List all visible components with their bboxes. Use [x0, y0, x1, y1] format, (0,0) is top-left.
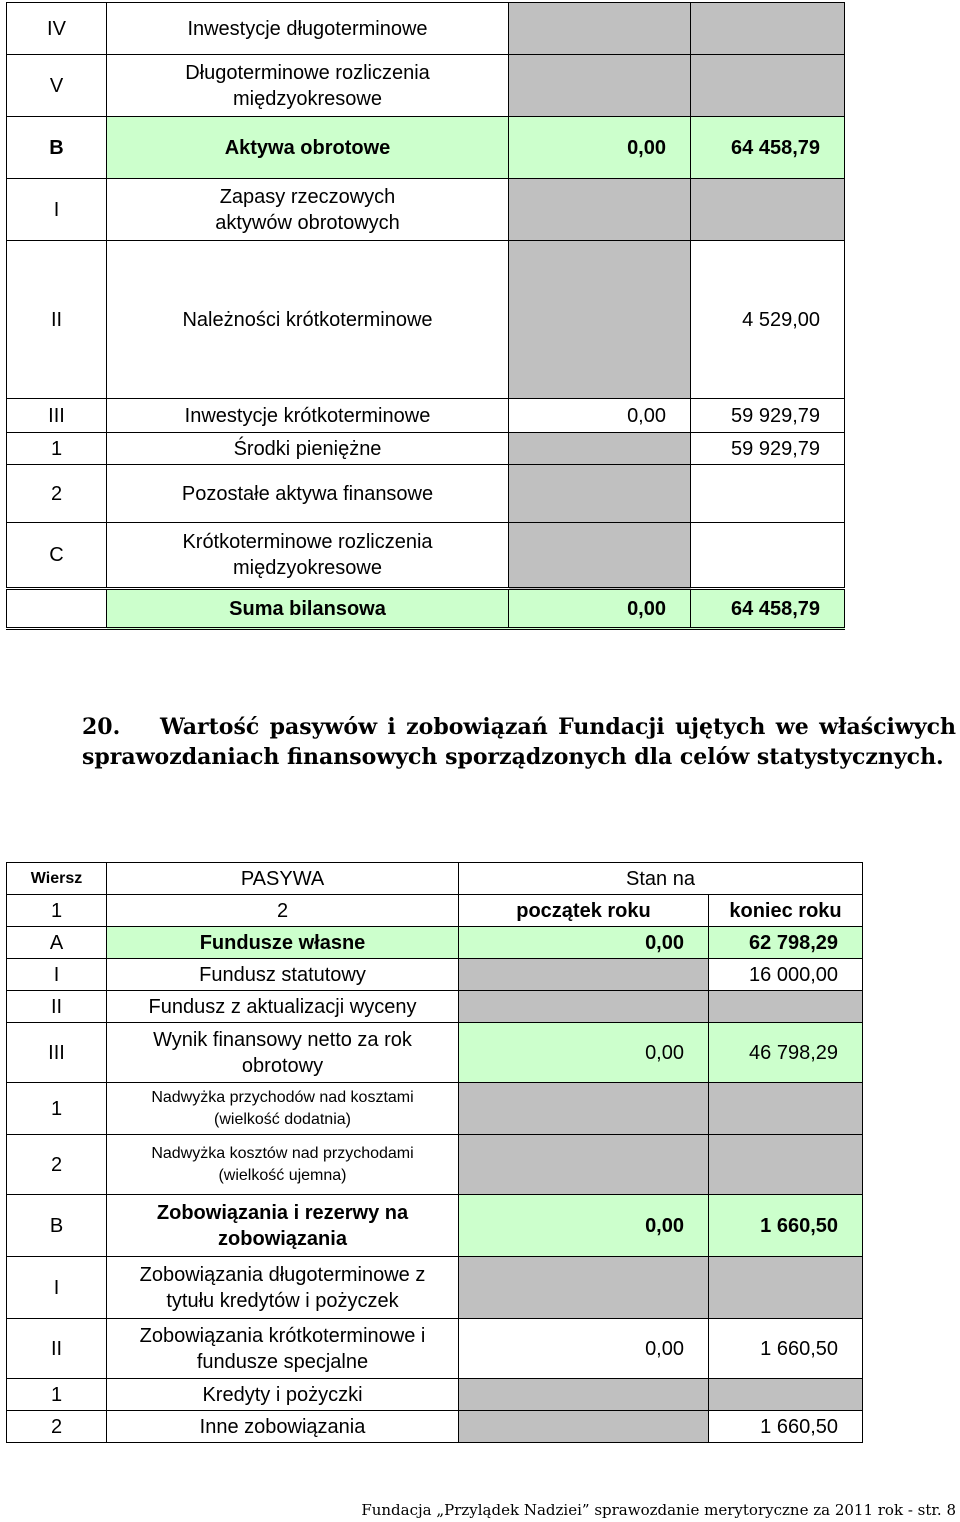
row-label: Nadwyżka kosztów nad przychodami (wielkość ujemna) [107, 1135, 459, 1195]
table-row [7, 241, 845, 399]
start-value-cell [509, 523, 691, 589]
end-value-cell [709, 1135, 863, 1195]
end-value-cell [709, 1257, 863, 1319]
page-footer: Fundacja „Przylądek Nadziei” sprawozdanie merytoryczne za 2011 rok - str. 8 [361, 1501, 956, 1519]
start-value-cell [459, 1411, 709, 1443]
subheader-c1: 1 [7, 895, 107, 927]
liabilities-table [6, 862, 863, 1443]
row-label: Długoterminowe rozliczenia międzyokresowe [107, 55, 509, 117]
row-number: B [7, 1195, 107, 1257]
row-number: 2 [7, 465, 107, 523]
end-value-cell: 46 798,29 [709, 1023, 863, 1083]
start-value-cell: 0,00 [459, 927, 709, 959]
row-label: Zobowiązania i rezerwy na zobowiązania [107, 1195, 459, 1257]
start-value-cell: 0,00 [459, 1195, 709, 1257]
table-row [7, 465, 845, 523]
header-pasywa: PASYWA [107, 863, 459, 895]
row-label: Inwestycje krótkoterminowe [107, 399, 509, 433]
table-row [7, 1135, 863, 1195]
row-number: I [7, 179, 107, 241]
end-value-cell: 1 660,50 [709, 1411, 863, 1443]
table-row [7, 1195, 863, 1257]
row-label: Nadwyżka przychodów nad kosztami (wielkość dodatnia) [107, 1083, 459, 1135]
assets-table [6, 2, 845, 630]
row-label: Zapasy rzeczowych aktywów obrotowych [107, 179, 509, 241]
row-label: Inwestycje długoterminowe [107, 3, 509, 55]
table-subheader-row [7, 895, 863, 927]
row-number: III [7, 1023, 107, 1083]
table-row [7, 589, 845, 629]
row-label: Kredyty i pożyczki [107, 1379, 459, 1411]
table-row [7, 3, 845, 55]
row-number: C [7, 523, 107, 589]
end-value-cell: 4 529,00 [691, 241, 845, 399]
end-value-cell: 1 660,50 [709, 1319, 863, 1379]
subheader-end: koniec roku [709, 895, 863, 927]
table-header-row [7, 863, 863, 895]
row-label: Krótkoterminowe rozliczenia międzyokresowe [107, 523, 509, 589]
row-number: A [7, 927, 107, 959]
table-row [7, 523, 845, 589]
row-number: IV [7, 3, 107, 55]
table-row [7, 1411, 863, 1443]
row-label: Zobowiązania krótkoterminowe i fundusze specjalne [107, 1319, 459, 1379]
section-number: 20. [82, 714, 121, 740]
start-value-cell: 0,00 [509, 399, 691, 433]
start-value-cell [509, 465, 691, 523]
row-label: Fundusze własne [107, 927, 459, 959]
end-value-cell [691, 465, 845, 523]
start-value-cell [459, 1257, 709, 1319]
row-label: Pozostałe aktywa finansowe [107, 465, 509, 523]
end-value-cell [691, 179, 845, 241]
end-value-cell [709, 991, 863, 1023]
end-value-cell [691, 523, 845, 589]
table-row [7, 1023, 863, 1083]
start-value-cell [509, 3, 691, 55]
start-value-cell [509, 241, 691, 399]
table-row [7, 1379, 863, 1411]
header-stan-na: Stan na [459, 863, 863, 895]
row-number: 1 [7, 1379, 107, 1411]
start-value-cell: 0,00 [459, 1023, 709, 1083]
start-value-cell [459, 1083, 709, 1135]
start-value-cell: 0,00 [459, 1319, 709, 1379]
table-row [7, 117, 845, 179]
table-row [7, 179, 845, 241]
section-heading [82, 712, 956, 772]
end-value-cell: 59 929,79 [691, 399, 845, 433]
start-value-cell: 0,00 [509, 589, 691, 629]
end-value-cell: 16 000,00 [709, 959, 863, 991]
row-label: Wynik finansowy netto za rok obrotowy [107, 1023, 459, 1083]
row-number: II [7, 991, 107, 1023]
start-value-cell [509, 55, 691, 117]
end-value-cell: 64 458,79 [691, 117, 845, 179]
row-number: I [7, 1257, 107, 1319]
row-number: V [7, 55, 107, 117]
row-number: II [7, 241, 107, 399]
row-number [7, 589, 107, 629]
end-value-cell [691, 55, 845, 117]
row-label: Aktywa obrotowe [107, 117, 509, 179]
row-label: Inne zobowiązania [107, 1411, 459, 1443]
end-value-cell: 64 458,79 [691, 589, 845, 629]
end-value-cell [691, 3, 845, 55]
row-label: Fundusz z aktualizacji wyceny [107, 991, 459, 1023]
end-value-cell [709, 1379, 863, 1411]
start-value-cell [459, 991, 709, 1023]
subheader-c2: 2 [107, 895, 459, 927]
row-number: 1 [7, 433, 107, 465]
section-title: Wartość pasywów i zobowiązań Fundacji ujętych we właściwych sprawozdaniach finansowych sporządzonych dla celów statystycznych. [82, 714, 956, 770]
table-row [7, 927, 863, 959]
row-number: 2 [7, 1135, 107, 1195]
row-label: Należności krótkoterminowe [107, 241, 509, 399]
row-label: Środki pieniężne [107, 433, 509, 465]
table-row [7, 55, 845, 117]
row-number: B [7, 117, 107, 179]
table-row [7, 1319, 863, 1379]
end-value-cell [709, 1083, 863, 1135]
start-value-cell: 0,00 [509, 117, 691, 179]
table-row [7, 399, 845, 433]
row-number: 1 [7, 1083, 107, 1135]
table-row [7, 1083, 863, 1135]
end-value-cell: 1 660,50 [709, 1195, 863, 1257]
table-row [7, 991, 863, 1023]
subheader-start: początek roku [459, 895, 709, 927]
start-value-cell [509, 179, 691, 241]
start-value-cell [459, 1379, 709, 1411]
end-value-cell: 62 798,29 [709, 927, 863, 959]
table-row [7, 1257, 863, 1319]
row-number: 2 [7, 1411, 107, 1443]
table-row [7, 433, 845, 465]
table-row [7, 959, 863, 991]
row-label: Zobowiązania długoterminowe z tytułu kredytów i pożyczek [107, 1257, 459, 1319]
header-row-col: Wiersz [7, 863, 107, 895]
end-value-cell: 59 929,79 [691, 433, 845, 465]
start-value-cell [459, 1135, 709, 1195]
row-label: Suma bilansowa [107, 589, 509, 629]
row-label: Fundusz statutowy [107, 959, 459, 991]
row-number: II [7, 1319, 107, 1379]
start-value-cell [459, 959, 709, 991]
row-number: III [7, 399, 107, 433]
row-number: I [7, 959, 107, 991]
start-value-cell [509, 433, 691, 465]
